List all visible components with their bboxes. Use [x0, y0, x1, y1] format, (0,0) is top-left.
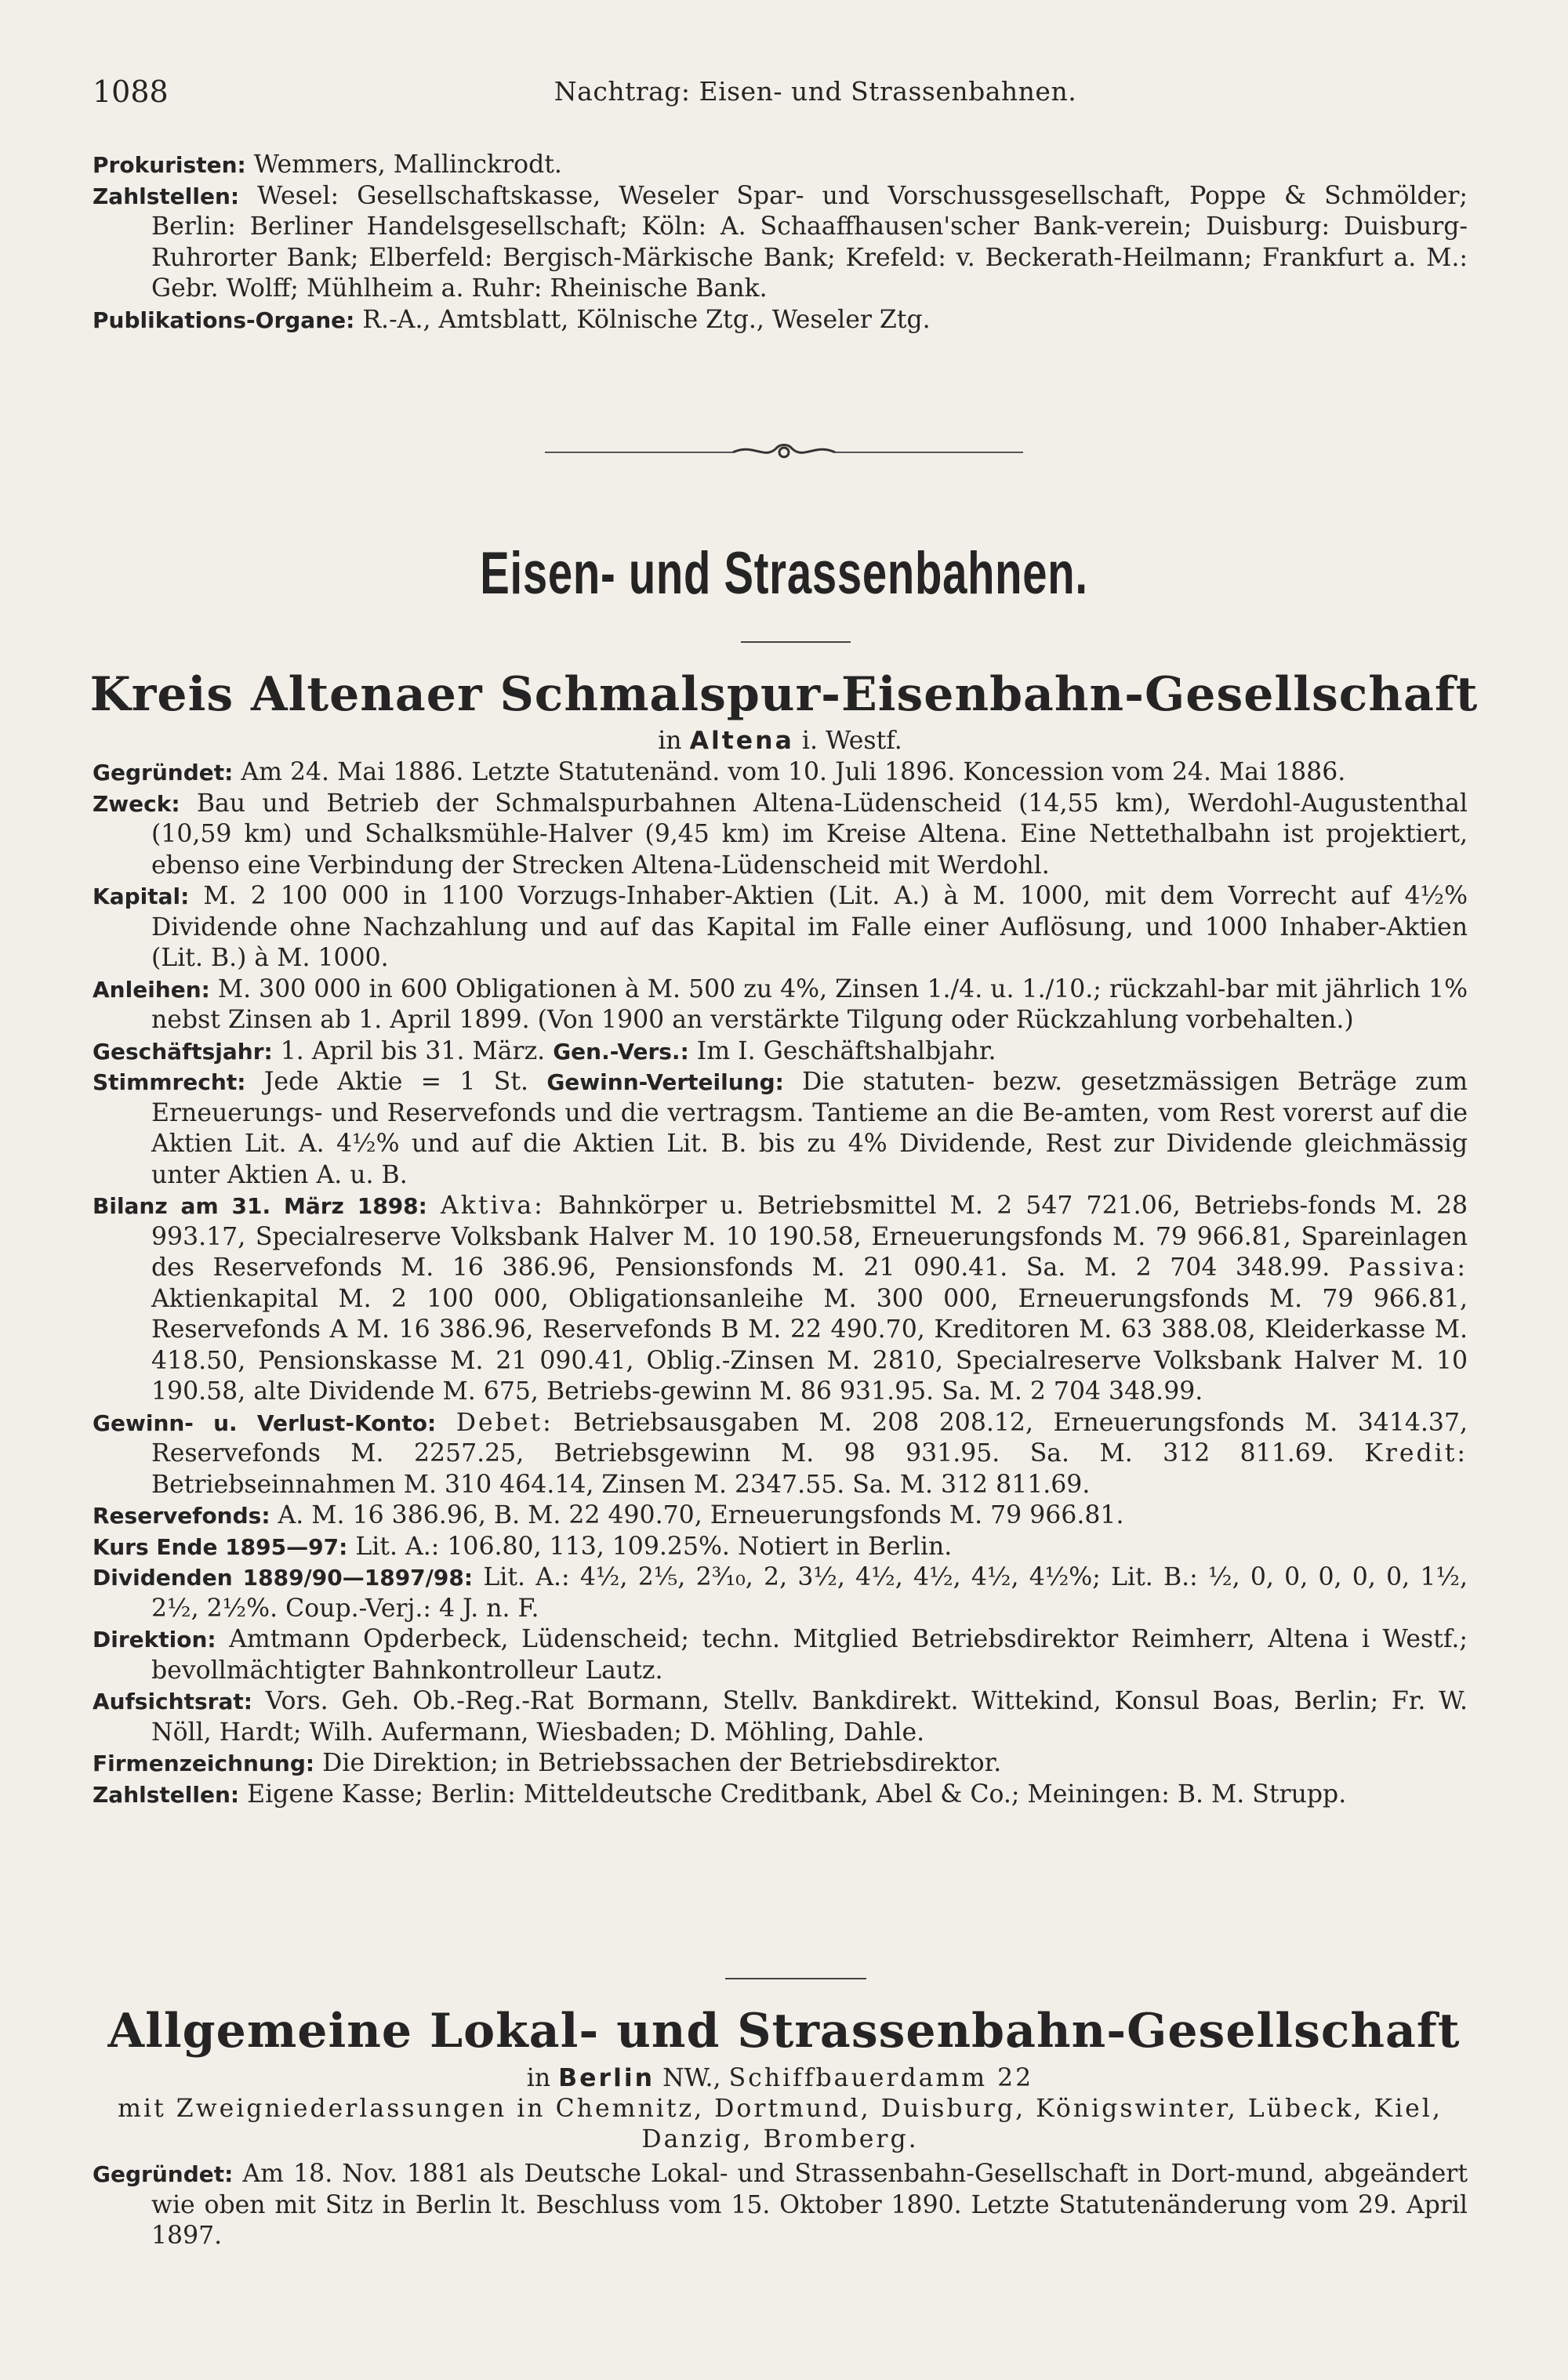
label-stimmrecht: Stimmrecht: [93, 1069, 246, 1095]
label-kredit: Kredit: [1364, 1439, 1468, 1468]
entry-reservefonds [93, 1500, 1468, 1532]
text-geschaeftsjahr: 1. April bis 31. März. [280, 1036, 546, 1065]
label-gewinn-verlust: Gewinn- u. Verlust-Konto: [93, 1409, 437, 1436]
label-aktiva: Aktiva: [441, 1192, 545, 1220]
text-anleihen: M. 300 000 in 600 Obligationen à M. 500 zu 4%, Zinsen 1./4. u. 1./10.; rückzahl-bar mit jährlich 1% nebst Zinsen ab 1. April 1899. (Von 1900 an verstärkte Tilgung oder Rückzahlung vorbehalten.) [151, 974, 1468, 1034]
label-bilanz: Bilanz am 31. März 1898: [93, 1193, 427, 1219]
label-zahlstellen: Zahlstellen: [93, 183, 240, 209]
entry-publikation [93, 305, 1468, 336]
text-aufsichtsrat: Vors. Geh. Ob.-Reg.-Rat Bormann, Stellv. Bankdirekt. Wittekind, Konsul Boas, Berlin; Fr. W. Nöll, Hardt; Wilh. Aufermann, Wiesbaden; D. Möhling, Dahle. [151, 1687, 1468, 1747]
text-kurs: Lit. A.: 106.80, 113, 109.25%. Notiert in Berlin. [355, 1532, 953, 1561]
company-location-altena [93, 726, 1468, 756]
text-prokuristen: Wemmers, Mallinckrodt. [253, 151, 562, 179]
entry-geschaeftsjahr [93, 1036, 1468, 1068]
text-firmenzeichnung: Die Direktion; in Betriebssachen der Betriebsdirektor. [322, 1749, 1002, 1777]
entry-bilanz [93, 1191, 1468, 1408]
company-title-altena: Kreis Altenaer Schmalspur-Eisenbahn-Gesellschaft [89, 667, 1479, 722]
label-direktion: Direktion: [93, 1627, 216, 1653]
text-dividenden: Lit. A.: 4½, 2⅕, 2³⁄₁₀, 2, 3½, 4½, 4½, 4½, 4½%; Lit. B.: ½, 0, 0, 0, 0, 0, 1½, 2½, 2½%. Coup.-Verj.: 4 J. n. F. [151, 1563, 1468, 1623]
text-kapital: M. 2 100 000 in 1100 Vorzugs-Inhaber-Aktien (Lit. A.) à M. 1000, mit dem Vorrecht auf 4½% Dividende ohne Nachzahlung und auf das Kapital im Falle einer Auflösung, und 1000 Inhaber-Aktien (Lit. B.) à M. 1000. [151, 882, 1468, 972]
label-passiva: Passiva: [1348, 1253, 1468, 1282]
entry-kapital [93, 881, 1468, 974]
entry-zahlstellen [93, 181, 1468, 305]
running-head: Nachtrag: Eisen- und Strassenbahnen. [554, 76, 1077, 107]
entry-gegruendet [93, 757, 1468, 789]
page-header [93, 74, 1475, 114]
label-gegruendet-c2: Gegründet: [93, 2161, 234, 2187]
label-dividenden: Dividenden 1889/90—1897/98: [93, 1565, 474, 1591]
text-reservefonds: A. M. 16 386.96, B. M. 22 490.70, Erneuerungsfonds M. 79 966.81. [278, 1501, 1124, 1529]
text-gegruendet-c2: Am 18. Nov. 1881 als Deutsche Lokal- und Strassenbahn-Gesellschaft in Dort-mund, abgeändert wie oben mit Sitz in Berlin lt. Beschluss vom 15. Oktober 1890. Letzte Statutenänderung vom 29. April 1897. [151, 2160, 1468, 2250]
label-kurs: Kurs Ende 1895—97: [93, 1533, 348, 1560]
entry-gegruendet-c2 [93, 2159, 1468, 2252]
text-stimmrecht: Jede Aktie = 1 St. [263, 1068, 528, 1096]
sub-rest-2: Schiffbauerdamm 22 [728, 2064, 1034, 2092]
label-publikation: Publikations-Organe: [93, 307, 355, 333]
entry-kurs [93, 1532, 1468, 1563]
company-location-berlin [93, 2063, 1468, 2094]
section-title: Eisen- und Strassenbahnen. [480, 540, 1088, 607]
text-gewinn-verteilung: Die statuten- bezw. gesetzmässigen Beträge zum Erneuerungs- und Reservefonds und die vertragsm. Tantieme an die Be-amten, vom Rest vorerst auf die Aktien Lit. A. 4½% und auf die Aktien Lit. B. bis zu 4% Dividende, Rest zur Dividende gleichmässig unter Aktien A. u. B. [151, 1068, 1468, 1189]
entry-firmenzeichnung [93, 1748, 1468, 1780]
text-zweck: Bau und Betrieb der Schmalspurbahnen Altena-Lüdenscheid (14,55 km), Werdohl-Augustenthal (10,59 km) und Schalksmühle-Halver (9,45 km) im Kreise Altena. Eine Nettethalbahn ist projektiert, ebenso eine Verbindung der Strecken Altena-Lüdenscheid mit Werdohl. [151, 789, 1468, 880]
label-gegruendet: Gegründet: [93, 760, 234, 785]
entry-gewinn-verlust [93, 1408, 1468, 1501]
text-aktiva: Bahnkörper u. Betriebsmittel M. 2 547 721.06, Betriebs-fonds M. 28 993.17, Specialreserve Volksbank Halver M. 10 190.58, Erneuerungsfonds M. 79 966.81, Spareinlagen des Reservefonds M. 16 386.96, Pensionsfonds M. 21 090.41. Sa. M. 2 704 348.99. [151, 1192, 1468, 1282]
sub-in: in [658, 727, 682, 755]
text-gegruendet: Am 24. Mai 1886. Letzte Statutenänd. vom 10. Juli 1896. Koncession vom 24. Mai 1886. [241, 758, 1346, 786]
sub-rest: i. Westf. [801, 727, 902, 755]
label-aufsichtsrat: Aufsichtsrat: [93, 1689, 252, 1714]
text-zahlstellen: Wesel: Gesellschaftskasse, Weseler Spar- und Vorschussgesellschaft, Poppe & Schmölder; Berlin: Berliner Handelsgesellschaft; Köln: A. Schaaffhausen'scher Bank-verein; Duisburg: Duisburg-Ruhrorter Bank; Elberfeld: Bergisch-Märkische Bank; Krefeld: v. Beckerath-Heilmann; Frankfurt a. M.: Gebr. Wolff; Mühlheim a. Ruhr: Rheinische Bank. [151, 181, 1468, 303]
text-direktion: Amtmann Opderbeck, Lüdenscheid; techn. Mitglied Betriebsdirektor Reimherr, Altena i Westf.; bevollmächtigter Bahnkontrolleur Lautz. [151, 1625, 1468, 1685]
page-number: 1088 [93, 74, 169, 109]
text-publikation: R.-A., Amtsblatt, Kölnische Ztg., Weseler Ztg. [362, 305, 931, 334]
text-gen-vers: Im I. Geschäftshalbjahr. [696, 1036, 996, 1065]
entry-aufsichtsrat [93, 1686, 1468, 1748]
text-passiva: Aktienkapital M. 2 100 000, Obligationsanleihe M. 300 000, Erneuerungsfonds M. 79 966.81, Reservefonds A M. 16 386.96, Reservefonds B M. 22 490.70, Kreditoren M. 63 388.08, Kleiderkasse M. 418.50, Pensionskasse M. 21 090.41, Oblig.-Zinsen M. 2810, Specialreserve Volksbank Halver M. 10 190.58, alte Dividende M. 675, Betriebs-gewinn M. 86 931.95. Sa. M. 2 704 348.99. [151, 1284, 1468, 1406]
company-branches-berlin: mit Zweigniederlassungen in Chemnitz, Dortmund, Duisburg, Königswinter, Lübeck, Kiel, Danzig, Bromberg. [118, 2095, 1443, 2153]
text-debet: Betriebsausgaben M. 208 208.12, Erneuerungsfonds M. 3414.37, Reservefonds M. 2257.25, Betriebsgewinn M. 98 931.95. Sa. M. 312 811.69. [151, 1408, 1468, 1468]
text-zahlstellen-c1: Eigene Kasse; Berlin: Mitteldeutsche Creditbank, Abel & Co.; Meiningen: B. M. Strupp. [247, 1780, 1347, 1809]
label-reservefonds: Reservefonds: [93, 1503, 270, 1529]
sub-city: Berlin [558, 2064, 655, 2092]
company-body-altena [93, 757, 1468, 1810]
label-geschaeftsjahr: Geschäftsjahr: [93, 1038, 273, 1065]
label-zweck: Zweck: [93, 790, 180, 817]
sub-in: in [526, 2064, 551, 2092]
entry-stimmrecht [93, 1067, 1468, 1191]
label-zahlstellen-c1: Zahlstellen: [93, 1781, 240, 1808]
label-prokuristen: Prokuristen: [93, 152, 246, 178]
entry-zahlstellen-c1 [93, 1780, 1468, 1811]
label-gen-vers: Gen.-Vers.: [553, 1038, 689, 1065]
company-title-berlin: Allgemeine Lokal- und Strassenbahn-Gesellschaft [107, 2004, 1461, 2059]
entry-dividenden [93, 1562, 1468, 1624]
text-kredit: Betriebseinnahmen M. 310 464.14, Zinsen M. 2347.55. Sa. M. 312 811.69. [151, 1470, 1091, 1499]
label-firmenzeichnung: Firmenzeichnung: [93, 1751, 315, 1776]
ornament-divider [0, 441, 1568, 464]
sub-city: Altena [689, 727, 794, 755]
company-body-berlin [93, 2159, 1468, 2252]
label-anleihen: Anleihen: [93, 976, 210, 1003]
company-separator-rule [725, 1978, 866, 1979]
label-gewinn-verteilung: Gewinn-Verteilung: [546, 1069, 784, 1095]
section-rule [741, 641, 851, 643]
entry-direktion [93, 1624, 1468, 1686]
sub-rest-1: NW., [662, 2064, 721, 2092]
previous-entry [93, 150, 1468, 336]
entry-prokuristen [93, 150, 1468, 181]
entry-anleihen [93, 974, 1468, 1036]
entry-zweck [93, 789, 1468, 882]
label-kapital: Kapital: [93, 883, 190, 909]
label-debet: Debet: [456, 1408, 554, 1437]
